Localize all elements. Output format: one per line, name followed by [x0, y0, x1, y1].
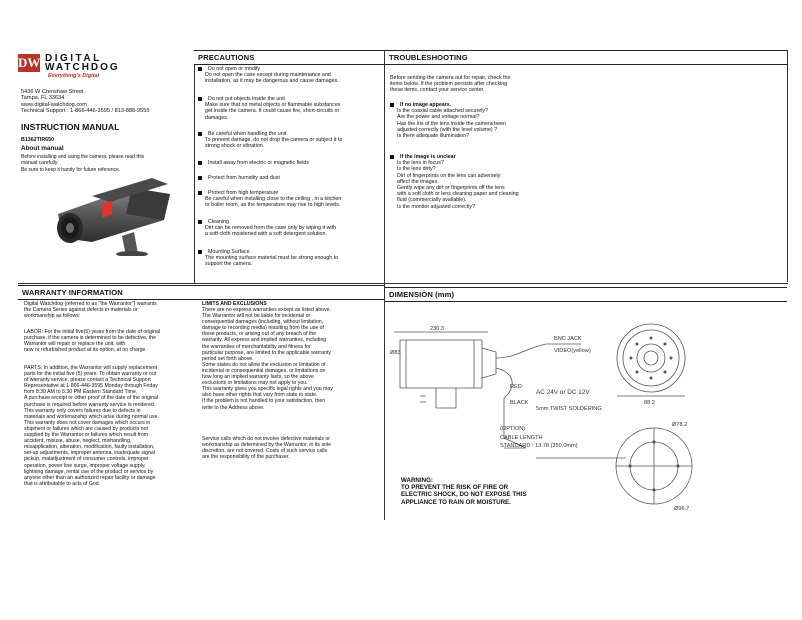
trouble-line: affect the images.	[397, 178, 439, 185]
warranty-line: anyone other than an authorized repair facility or damage	[24, 474, 156, 481]
warranty-line: from 8:30 AM to 5:30 PM Eastern Standard Time.	[24, 389, 138, 396]
trouble-section	[390, 102, 506, 139]
trouble-line: Is the lens in focus?	[397, 160, 444, 167]
address-block	[21, 89, 149, 115]
bullet-icon	[198, 97, 202, 101]
warranty-line: accident, misuse, abuse, neglect, mishandling,	[24, 438, 132, 445]
trouble-section	[390, 154, 519, 210]
dim-top: Ø83	[390, 350, 401, 356]
limits-line: incidental or consequential damages, or limitations on	[202, 367, 326, 374]
precautions-heading: PRECAUTIONS	[194, 50, 384, 65]
warranty-line: shipment or failures which are caused by products not	[24, 425, 148, 432]
warranty-line: materials and workmanship which arise during normal use.	[24, 413, 159, 420]
warranty-line: operation, power line surge, improper voltage supply,	[24, 462, 146, 469]
service-line: discretion, are not covered. Costs of such service calls	[202, 448, 328, 455]
trouble-line: fluid (commercially available).	[397, 197, 467, 204]
precaution-title: Cleaning	[208, 219, 229, 225]
warranty-line: PARTS: In addition, the Warrantor will supply replacement	[24, 365, 158, 371]
dim-standard: STANDARD : 13.78 (350.0mm)	[500, 443, 578, 449]
dim-bnc: BNC JACK	[554, 336, 582, 342]
warranty-line: A purchase receipt or other proof of the date of the original	[24, 395, 159, 402]
about-line: manual carefully.	[21, 160, 59, 167]
precaution-text: strong shock or vibration.	[205, 143, 265, 150]
trouble-title: If no image appears.	[400, 102, 452, 108]
limits-line: There are no express warranties except as listed above.	[202, 307, 331, 313]
precaution-text: support the camera.	[205, 261, 253, 268]
precaution-title: Be careful when handling the unit	[208, 131, 287, 137]
warranty-line: lightning damage, rental use of the product or service by	[24, 468, 154, 475]
logo-line1: DIGITAL	[45, 53, 102, 64]
bullet-icon	[198, 161, 202, 165]
precaution-item	[198, 249, 382, 268]
warranty-line: purchase, if the camera is determined to be defective, the	[24, 335, 157, 342]
logo-line2: WATCHDOG	[45, 62, 120, 73]
limits-line: damage to recording media) resulting from the use of	[202, 325, 324, 332]
bullet-icon	[198, 67, 202, 71]
dim-length: 230.3	[430, 326, 444, 332]
warranty-line: supplied by the Warrantor or failures which result from	[24, 432, 149, 439]
warranty-line: This warranty does not cover damages which occurs in	[24, 419, 151, 426]
limits-line: If the problem is not handled to your satisfaction, then	[202, 398, 326, 405]
precaution-title: Do not put objects inside the unit	[208, 96, 285, 102]
address-support: Technical Support : 1-866-446-3595 / 813-888-9555	[21, 108, 150, 115]
dim-d2: Ø96.7	[674, 506, 690, 512]
column-divider-left	[194, 50, 195, 284]
warranty-line: purchase is required before warranty service is rendered.	[24, 401, 156, 408]
limits-line: particular purpose, are limited to the applicable warranty	[202, 349, 331, 356]
precaution-item	[198, 219, 382, 238]
warranty-line: LABOR: For the initial five(5) years from the date of original	[24, 329, 161, 335]
warranty-line: of warranty service, please contact a Technical Support	[24, 377, 151, 384]
about-manual-title: About manual	[21, 145, 64, 152]
warning-line: TO PREVENT THE RISK OF FIRE OR	[401, 484, 509, 492]
column-divider-middle	[384, 50, 385, 284]
dim-red: RED	[510, 384, 522, 390]
warranty-line: misapplication, alteration, modification, faulty installation,	[24, 444, 155, 451]
limits-line: period set forth above.	[202, 355, 254, 362]
precaution-item	[198, 175, 382, 181]
trouble-line: Has the iris of the lens inside the camera been	[397, 120, 506, 127]
troubleshooting-intro	[390, 75, 510, 94]
model-number: B1362TIR650	[21, 137, 54, 143]
warranty-line: set-up adjustments, improper antenna, inadequate signal	[24, 450, 155, 457]
intro-line: these items, contact your service center.	[390, 87, 485, 94]
limits-line: also have other rights that vary from state to state.	[202, 392, 318, 399]
dim-side: 88.2	[644, 400, 655, 406]
precaution-title: Do not open or modify	[208, 66, 261, 72]
bullet-icon	[198, 176, 202, 180]
warranty-line: Warrantor will repair or replace the unit, with	[24, 341, 126, 348]
warranty-line: Representative at 1-866-446-3595 Monday through Friday	[24, 383, 158, 390]
trouble-line: Gently wipe any dirt or fingerprints off the lens	[397, 185, 505, 192]
intro-line: Before sending the camera out for repair, check the	[390, 75, 511, 81]
precaution-title: Install away from electric or magnetic fields	[208, 160, 309, 166]
row-divider	[18, 283, 788, 284]
precaution-title: Protect from high temperature	[208, 190, 279, 196]
warranty-line: This warranty only covers failures due to defects in	[24, 407, 141, 414]
warning-text	[401, 477, 526, 506]
dim-twist: 5mm TWIST SOLDERING	[536, 406, 602, 412]
front-view-outer	[617, 324, 685, 392]
address-website[interactable]: www.digital-watchdog.com	[21, 101, 87, 108]
limits-line: The Warrantor will not be liable for incidental or	[202, 313, 311, 320]
trouble-line: Is there adequate illumination?	[397, 133, 470, 140]
warning-line: ELECTRIC SHOCK, DO NOT EXPOSE THIS	[401, 491, 527, 499]
warranty-line: the Camera Series against defects in materials or	[24, 307, 138, 314]
precaution-title: Mounting Surface	[208, 249, 250, 255]
limits-title: LIMITS AND EXCLUSIONS	[202, 301, 267, 307]
precaution-text: or boiler room, as the temperature may rise to high levels.	[205, 202, 341, 209]
precaution-text: Do not open the case except during maintenance and	[205, 72, 331, 79]
address-street: 5436 W Crenshaw Street	[21, 89, 84, 95]
address-city: Tampa, FL 33634	[21, 95, 65, 102]
precaution-text: damages.	[205, 114, 229, 121]
limits-text	[202, 307, 333, 411]
page-divider-bottom	[384, 284, 385, 520]
limits-line: This warranty gives you specific legal rights and you may	[202, 386, 333, 393]
logo-mark: DW	[18, 55, 41, 70]
dim-black: BLACK	[510, 400, 529, 406]
manual-title: INSTRUCTION MANUAL	[21, 122, 120, 132]
warranty-line: parts for the initial five (5) years. To obtain warranty or out	[24, 371, 157, 378]
warranty-labor	[24, 329, 160, 353]
bullet-icon	[390, 155, 394, 159]
trouble-line: Is the coaxial cable attached securely?	[397, 108, 488, 115]
limits-line: the warranties of merchantability and fitness for	[202, 343, 311, 350]
limits-line: how long an implied warranty lasts, so the above	[202, 374, 314, 381]
limits-line: exclusions or limitations may not apply to you.	[202, 380, 308, 387]
warning-line: APPLIANCE TO RAIN OR MOISTURE.	[401, 498, 511, 506]
dim-power: AC 24V or DC 12V	[536, 389, 590, 396]
precaution-text: To prevent damage, do not drop the camera or subject it to	[205, 137, 343, 144]
precaution-text: get inside the camera. It could cause fire, short-circuits or	[205, 108, 340, 115]
precaution-item	[198, 96, 382, 121]
trouble-title: If the image is unclear	[400, 154, 456, 160]
trouble-line: adjusted correctly (with the level volume) ?	[397, 126, 498, 133]
precaution-item	[198, 190, 382, 209]
precaution-item	[198, 131, 382, 150]
intro-line: items below. If the problem persists after checking	[390, 81, 508, 88]
trouble-line: Are the power and voltage normal?	[397, 114, 480, 121]
trouble-line: Is the lens dirty?	[397, 166, 436, 173]
precaution-text: Make sure that no metal objects or flammable substances	[205, 102, 341, 109]
logo-tagline: Everything's Digital	[48, 73, 100, 79]
precaution-text: a soft cloth moistened with a soft detergent solution.	[205, 231, 327, 238]
precaution-text: Dirt can be removed from the case only by wiping it with	[205, 225, 337, 232]
precaution-item	[198, 160, 382, 166]
bullet-icon	[198, 132, 202, 136]
precaution-text: installation, as it may be dangerous and cause damages.	[205, 78, 339, 85]
bullet-icon	[390, 103, 394, 107]
dim-video: VIDEO(yellow)	[554, 348, 591, 354]
service-text	[202, 436, 331, 460]
warranty-line: pickup, maladjustment of consumer controls, improper	[24, 456, 149, 463]
dim-d1: Ø78.2	[672, 422, 688, 428]
warranty-parts	[24, 365, 159, 487]
bullet-icon	[198, 220, 202, 224]
bullet-icon	[198, 250, 202, 254]
precaution-text: Be careful when installing close to the ceiling , in a kitchen	[205, 196, 342, 203]
trouble-line: Dirt of fingerprints on the lens can adversely	[397, 172, 501, 179]
bullet-icon	[198, 191, 202, 195]
service-line: are the responsibility of the purchaser.	[202, 454, 290, 461]
right-border	[787, 50, 788, 282]
dim-cable: CABLE LENGTH	[500, 435, 543, 441]
warranty-heading: WARRANTY INFORMATION	[18, 285, 384, 300]
precaution-title: Protect from humidity and dust	[208, 175, 280, 181]
dimension-heading: DIMENSION (mm)	[385, 287, 787, 302]
trouble-line: Is the monitor adjusted correctly?	[397, 203, 476, 210]
warranty-line: workmanship as follows:	[24, 313, 81, 320]
warning-line: WARNING:	[401, 477, 433, 484]
trouble-line: with a soft cloth or lens cleaning paper and cleaning	[397, 191, 519, 198]
limits-line: Some states do not allow the exclusion or limitation of	[202, 361, 326, 368]
service-line: Service calls which do not involve defective materials or	[202, 436, 331, 442]
warranty-line: that is attributable to acts of God.	[24, 480, 101, 487]
troubleshooting-heading: TROUBLESHOOTING	[385, 50, 787, 65]
precaution-item	[198, 66, 382, 85]
precaution-text: The mounting surface material must be strong enough to	[205, 255, 339, 262]
warranty-intro	[24, 301, 157, 319]
warranty-line: new or refurbished product at its option, at no charge.	[24, 347, 147, 354]
limits-line: warranty. All express and implied warranties, including	[202, 337, 327, 344]
service-line: workmanship as determined by the Warrantor, in its sole	[202, 442, 331, 449]
limits-line: these products, or arising out of any breach of the	[202, 331, 317, 338]
limits-line: consequential damages (including, without limitation,	[202, 319, 324, 326]
warranty-line: Digital Watchdog (referred to as "the Warrantor") warrants	[24, 301, 157, 307]
camera-image	[52, 176, 178, 256]
dim-option: (OPTION)	[500, 426, 526, 432]
about-line: Before installing and using the camera, please read this	[21, 154, 145, 160]
logo	[18, 52, 133, 82]
camera-side-outline	[400, 340, 482, 388]
about-manual-text	[21, 154, 144, 173]
limits-line: write to the Address above.	[202, 404, 265, 411]
about-line: Be sure to keep it handy for future reference.	[21, 166, 121, 173]
